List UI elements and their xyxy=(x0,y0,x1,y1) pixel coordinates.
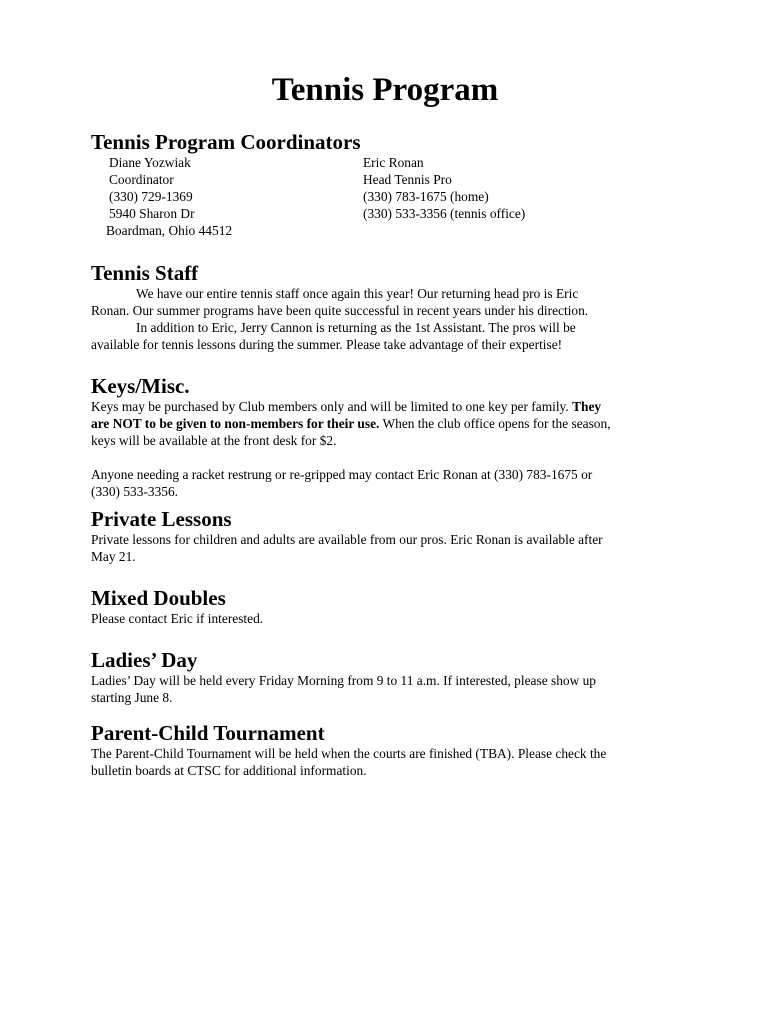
keys-text: Keys may be purchased by Club members only and will be limited to one key per family. xyxy=(91,399,573,414)
paragraph-line: Ladies’ Day will be held every Friday Morning from 9 to 11 a.m. If interested, please show up xyxy=(91,673,596,688)
coordinator-left-contact xyxy=(106,154,233,239)
coordinators-contacts xyxy=(91,154,691,239)
paragraph-line: (330) 533-3356. xyxy=(91,484,179,499)
contact-city: Boardman, Ohio 44512 xyxy=(106,223,233,238)
paragraph-gap xyxy=(91,449,691,466)
contact-phone-office: (330) 533-3356 (tennis office) xyxy=(363,206,526,221)
paragraph-line: Anyone needing a racket restrung or re-gripped may contact Eric Ronan at (330) 783-1675 or xyxy=(91,467,593,482)
page-title: Tennis Program xyxy=(271,72,499,108)
staff-heading: Tennis Staff xyxy=(91,261,199,285)
keys-emphasis: are NOT to be given to non-members for their use. xyxy=(91,416,380,431)
contact-street: 5940 Sharon Dr xyxy=(109,206,195,221)
paragraph-line: bulletin boards at CTSC for additional information. xyxy=(91,763,367,778)
paragraph-line: May 21. xyxy=(91,549,136,564)
ladies-day-section xyxy=(91,648,691,706)
mixed-doubles-section xyxy=(91,586,691,627)
parent-child-section xyxy=(91,721,691,779)
paragraph-line: available for tennis lessons during the summer. Please take advantage of their expertise! xyxy=(91,337,563,352)
private-lessons-section xyxy=(91,507,691,565)
mixed-doubles-heading: Mixed Doubles xyxy=(91,586,226,610)
paragraph-line: Ronan. Our summer programs have been quite successful in recent years under his direction. xyxy=(91,303,589,318)
contact-name: Diane Yozwiak xyxy=(109,155,191,170)
paragraph-line: Private lessons for children and adults are available from our pros. Eric Ronan is available after xyxy=(91,532,603,547)
contact-name: Eric Ronan xyxy=(363,155,424,170)
ladies-day-heading: Ladies’ Day xyxy=(91,648,198,672)
paragraph-line: keys will be available at the front desk for $2. xyxy=(91,433,337,448)
keys-emphasis: They xyxy=(572,399,602,414)
coordinator-right-contact xyxy=(363,154,525,222)
paragraph-line: Please contact Eric if interested. xyxy=(91,611,264,626)
paragraph-line xyxy=(91,398,691,415)
keys-heading: Keys/Misc. xyxy=(91,374,190,398)
private-lessons-heading: Private Lessons xyxy=(91,507,232,531)
coordinators-heading: Tennis Program Coordinators xyxy=(91,130,361,154)
keys-section xyxy=(91,374,691,500)
staff-section xyxy=(91,261,691,353)
contact-role: Coordinator xyxy=(109,172,174,187)
paragraph-line xyxy=(91,415,691,432)
contact-phone: (330) 729-1369 xyxy=(109,189,193,204)
parent-child-heading: Parent-Child Tournament xyxy=(91,721,325,745)
contact-role: Head Tennis Pro xyxy=(363,172,452,187)
coordinators-section xyxy=(91,130,691,240)
paragraph-line: starting June 8. xyxy=(91,690,173,705)
paragraph-line: In addition to Eric, Jerry Cannon is returning as the 1st Assistant. The pros will be xyxy=(136,320,576,335)
contact-phone-home: (330) 783-1675 (home) xyxy=(363,189,489,204)
keys-text: When the club office opens for the season, xyxy=(379,416,611,431)
paragraph-line: The Parent-Child Tournament will be held when the courts are finished (TBA). Please check the xyxy=(91,746,607,761)
paragraph-line: We have our entire tennis staff once again this year! Our returning head pro is Eric xyxy=(136,286,579,301)
